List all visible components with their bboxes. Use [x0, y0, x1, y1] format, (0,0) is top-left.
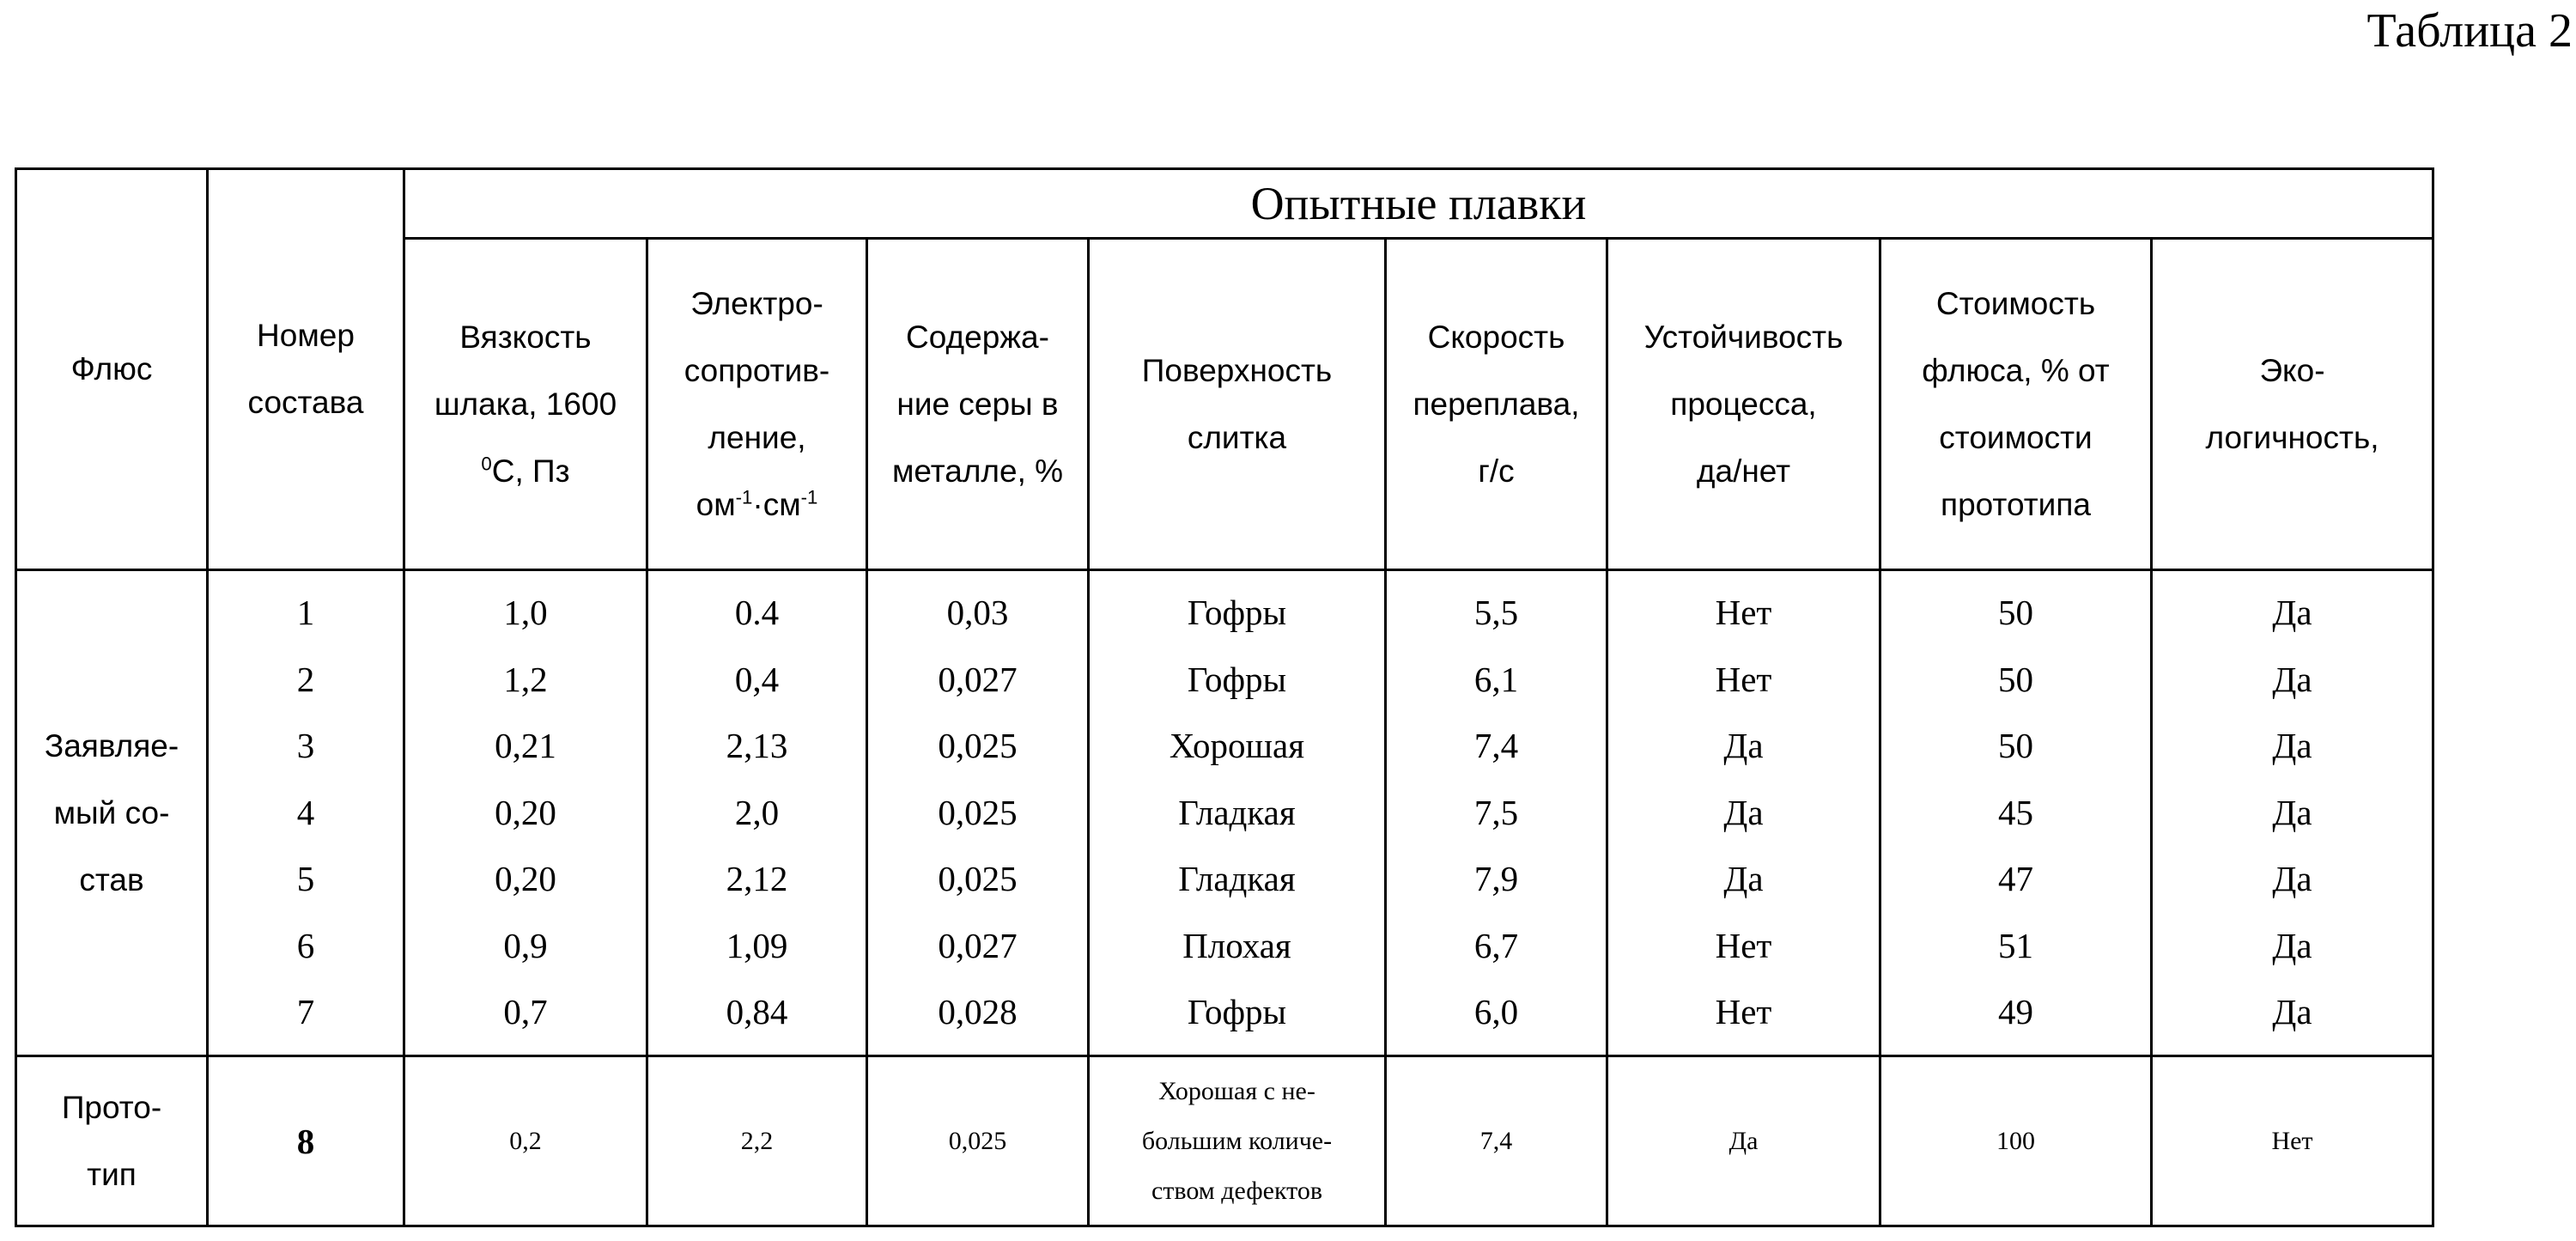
value-viscosity: 0,7: [503, 992, 548, 1032]
value-remelt-speed: 6,1: [1473, 659, 1519, 699]
header-viscosity: [404, 239, 647, 570]
value-cost: 50: [1998, 726, 2033, 766]
value-cost: 50: [1998, 659, 2033, 699]
degree-superscript: 0: [481, 453, 492, 475]
value-number: 1: [296, 593, 315, 633]
prototype-sulfur: [867, 1056, 1089, 1226]
prototype-label-line: тип: [87, 1156, 137, 1192]
prototype-resistivity: [647, 1056, 867, 1226]
header-surface: [1089, 239, 1386, 570]
prototype-cost-value: 100: [1996, 1126, 2035, 1155]
prototype-viscosity: [404, 1056, 647, 1226]
prototype-remelt-speed-value: 7,4: [1479, 1126, 1513, 1155]
header-cost-line: прототипа: [1941, 486, 2091, 522]
header-stability-line: да/нет: [1696, 453, 1791, 489]
header-stability: [1607, 239, 1880, 570]
prototype-resistivity-value: 2,2: [740, 1126, 774, 1155]
value-ecology: Да: [2272, 726, 2312, 766]
header-cost-line: стоимости: [1939, 419, 2093, 455]
value-sulfur: 0,027: [938, 925, 1018, 965]
prototype-sulfur-value: 0,025: [948, 1126, 1007, 1155]
header-composition-number-line: состава: [247, 385, 364, 420]
value-surface: Гофры: [1187, 659, 1287, 699]
value-viscosity: 1,2: [503, 659, 548, 699]
value-sulfur: 0,025: [938, 792, 1018, 832]
value-ecology: Да: [2272, 992, 2312, 1032]
header-viscosity-line: Вязкость: [459, 319, 592, 355]
prototype-label-line: Прото-: [61, 1089, 162, 1125]
prototype-surface-line: Хорошая с не-: [1158, 1076, 1315, 1105]
value-resistivity: 0.4: [734, 593, 780, 633]
value-ecology: Да: [2272, 859, 2312, 899]
value-surface: Хорошая: [1169, 726, 1305, 766]
value-sulfur: 0,025: [938, 726, 1018, 766]
value-remelt-speed: 6,7: [1473, 925, 1519, 965]
value-resistivity: 1,09: [726, 925, 788, 965]
column-ecology: [2152, 570, 2433, 1056]
value-surface: Плохая: [1182, 925, 1291, 965]
value-ecology: Да: [2272, 593, 2312, 633]
prototype-surface-line: большим количе-: [1141, 1126, 1333, 1155]
table-caption: Таблица 2: [2366, 4, 2573, 58]
prototype-number: [208, 1056, 404, 1226]
value-resistivity: 0,4: [734, 659, 780, 699]
header-surface-line: слитка: [1187, 419, 1287, 455]
prototype-surface: [1089, 1056, 1386, 1226]
header-remelt-speed-line: переплава,: [1413, 386, 1580, 422]
value-number: 4: [296, 792, 315, 832]
header-sulfur-line: Содержа-: [906, 319, 1049, 355]
value-sulfur: 0,027: [938, 659, 1018, 699]
column-resistivity: [647, 570, 867, 1056]
header-cost: [1880, 239, 2152, 570]
value-viscosity: 0,9: [503, 925, 548, 965]
data-table: [15, 167, 2434, 1227]
header-remelt-speed-line: г/с: [1478, 453, 1515, 489]
claimed-composition-label-line: Заявляе-: [44, 727, 179, 763]
prototype-stability: [1607, 1056, 1880, 1226]
value-stability: Да: [1723, 859, 1764, 899]
header-viscosity-line: шлака, 1600: [434, 386, 617, 422]
header-cost-line: флюса, % от: [1922, 352, 2110, 388]
value-number: 6: [296, 925, 315, 965]
value-resistivity: 2,12: [726, 859, 788, 899]
claimed-composition-label-line: став: [79, 861, 144, 897]
unit-exponent: -1: [800, 486, 818, 508]
unit-exponent: -1: [735, 486, 753, 508]
value-remelt-speed: 6,0: [1473, 992, 1519, 1032]
value-stability: Нет: [1715, 659, 1772, 699]
value-viscosity: 0,21: [495, 726, 556, 766]
header-sulfur-line: ние серы в: [896, 386, 1059, 422]
value-cost: 51: [1998, 925, 2033, 965]
prototype-remelt-speed: [1386, 1056, 1607, 1226]
header-composition-number: [208, 169, 404, 570]
claimed-composition-row: [16, 570, 2433, 1056]
column-viscosity: [404, 570, 647, 1056]
column-remelt-speed: [1386, 570, 1607, 1056]
value-remelt-speed: 7,9: [1473, 859, 1519, 899]
header-stability-line: процесса,: [1670, 386, 1817, 422]
prototype-surface-line: ством дефектов: [1151, 1176, 1323, 1205]
prototype-stability-value: Да: [1728, 1126, 1759, 1155]
header-surface-line: Поверхность: [1141, 352, 1333, 388]
header-viscosity-line: [410, 438, 641, 505]
value-stability: Нет: [1715, 593, 1772, 633]
column-surface: [1089, 570, 1386, 1056]
value-ecology: Да: [2272, 792, 2312, 832]
value-surface: Гофры: [1187, 992, 1287, 1032]
value-cost: 47: [1998, 859, 2033, 899]
claimed-composition-label-line: мый со-: [53, 794, 170, 830]
header-sulfur-line: металле, %: [891, 453, 1064, 489]
header-ecology-line: логичность,: [2205, 419, 2379, 455]
header-ecology: [2152, 239, 2433, 570]
prototype-ecology-value: Нет: [2271, 1126, 2313, 1155]
header-cost-line: Стоимость: [1935, 285, 2096, 321]
header-ecology-line: Эко-: [2259, 352, 2325, 388]
value-stability: Да: [1723, 792, 1764, 832]
value-resistivity: 2,0: [734, 792, 780, 832]
value-cost: 49: [1998, 992, 2033, 1032]
header-sulfur: [867, 239, 1089, 570]
claimed-composition-label: [16, 570, 208, 1056]
prototype-row: [16, 1056, 2433, 1226]
value-surface: Гофры: [1187, 593, 1287, 633]
value-remelt-speed: 7,4: [1473, 726, 1519, 766]
prototype-ecology: [2152, 1056, 2433, 1226]
value-viscosity: 1,0: [503, 593, 548, 633]
value-surface: Гладкая: [1178, 792, 1296, 832]
header-viscosity-unit: С, Пз: [491, 453, 570, 489]
column-stability: [1607, 570, 1880, 1056]
header-flux: [16, 169, 208, 570]
header-resistivity-line: ление,: [708, 419, 806, 455]
value-resistivity: 2,13: [726, 726, 788, 766]
value-sulfur: 0,03: [946, 593, 1009, 633]
value-ecology: Да: [2272, 925, 2312, 965]
header-stability-line: Устойчивость: [1643, 319, 1844, 355]
value-number: 7: [296, 992, 315, 1032]
prototype-cost: [1880, 1056, 2152, 1226]
header-remelt-speed-line: Скорость: [1427, 319, 1565, 355]
value-remelt-speed: 7,5: [1473, 792, 1519, 832]
value-surface: Гладкая: [1178, 859, 1296, 899]
header-resistivity-line: сопротив-: [683, 352, 830, 388]
column-numbers: [208, 570, 404, 1056]
header-experimental-heats-text: Опытные плавки: [1250, 178, 1587, 229]
value-viscosity: 0,20: [495, 792, 556, 832]
value-viscosity: 0,20: [495, 859, 556, 899]
value-sulfur: 0,025: [938, 859, 1018, 899]
value-remelt-speed: 5,5: [1473, 593, 1519, 633]
value-cost: 50: [1998, 593, 2033, 633]
header-composition-number-line: Номер: [257, 318, 355, 353]
value-number: 2: [296, 659, 315, 699]
header-flux-text: Флюс: [70, 351, 153, 386]
value-cost: 45: [1998, 792, 2033, 832]
value-stability: Да: [1723, 726, 1764, 766]
prototype-number-value: 8: [296, 1121, 315, 1161]
value-number: 5: [296, 859, 315, 899]
unit-om: ом: [696, 486, 736, 522]
value-stability: Нет: [1715, 992, 1772, 1032]
header-row-1: [16, 169, 2433, 239]
column-cost: [1880, 570, 2152, 1056]
prototype-label: [16, 1056, 208, 1226]
column-sulfur: [867, 570, 1089, 1056]
header-resistivity-line: Электро-: [690, 285, 823, 321]
value-ecology: Да: [2272, 659, 2312, 699]
header-resistivity: [647, 239, 867, 570]
prototype-viscosity-value: 0,2: [509, 1126, 542, 1155]
value-sulfur: 0,028: [938, 992, 1018, 1032]
header-experimental-heats: [404, 169, 2433, 239]
value-stability: Нет: [1715, 925, 1772, 965]
value-number: 3: [296, 726, 315, 766]
unit-cm: ·см: [752, 486, 801, 522]
header-remelt-speed: [1386, 239, 1607, 570]
header-resistivity-line: [653, 471, 860, 538]
value-resistivity: 0,84: [726, 992, 788, 1032]
